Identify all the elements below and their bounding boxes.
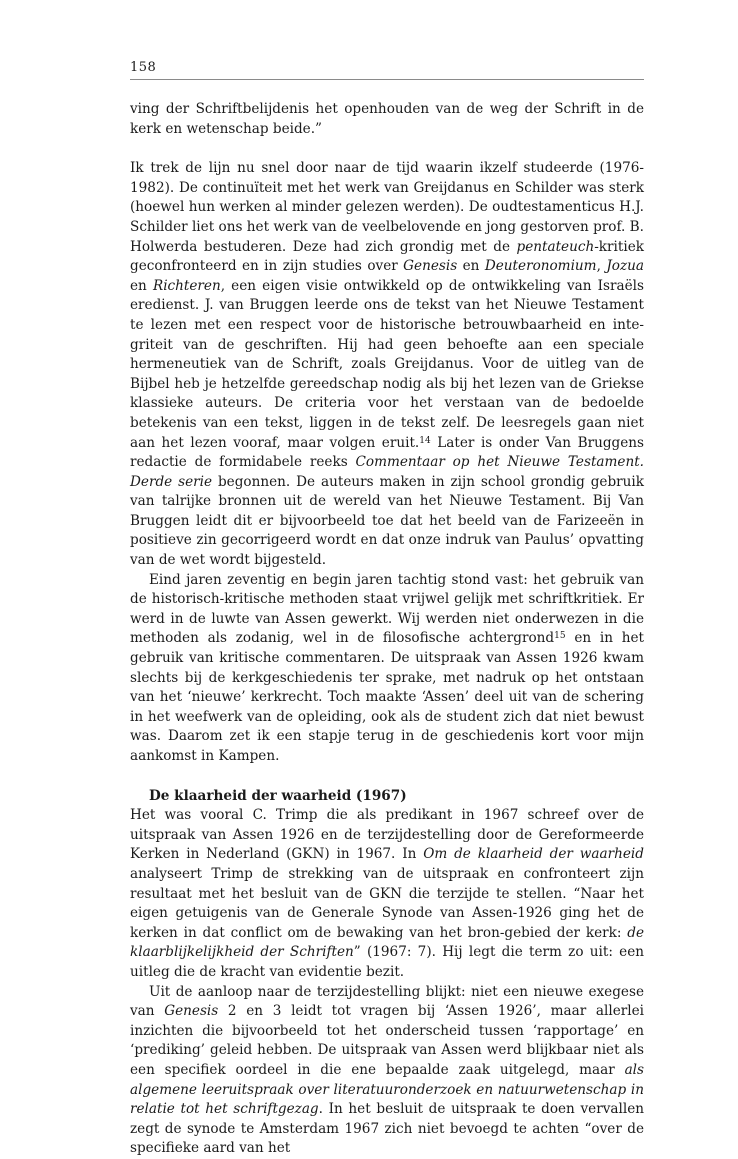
section-heading: De klaarheid der waarheid (1967) [149,787,407,804]
paragraph-continued: ving der Schriftbelijdenis het openhouden van de weg der Schrift in de kerk en wetenschap beide.” [130,101,644,137]
body-text [130,100,644,1159]
header-rule [130,79,644,80]
page-number: 158 [130,60,157,75]
footnote-ref-15[interactable]: 15 [554,631,566,642]
paragraph-eind-jaren-zeventig: Eind jaren zeventig en begin jaren tachtig stond vast: het gebruik van de historisch-kritische methoden staat vrijwel gelijk met schriftkritiek. Er werd in de luwte van Assen gewerkt. Wij werden niet onderwezen in die methoden als zodanig, wel in de filosofische achtergrond$^{15}$ en in het gebruik van kritische commentaren. De uitspraak van Assen 1926 kwam slechts bij de kerkgeschiedenis ter sprake, met nadruk op het ontstaan van het ‘nieuwe’ kerkrecht. Toch maakte ‘Assen’ deel uit van de schering in het weefwerk van de opleiding, ook als de student zich dat niet bewust was. Daarom zet ik een stapje terug in de geschiedenis kort voor mijn aankomst in Kampen. [130,571,644,764]
footnote-ref-14[interactable]: 14 [419,435,431,446]
paragraph-trimp: Het was vooral C. Trimp die als predikant in 1967 schreef over de uitspraak van Assen 1926 en de terzijdestelling door de Gereformeerde Kerken in Nederland (GKN) in 1967. In Om de klaarheid der waarheid analyseert Trimp de strekking van de uitspraak en confronteert zijn resultaat met het besluit van de GKN die terzijde te stellen. “Naar het eigen getuigenis van de Generale Synode van Assen-1926 ging het de kerken in dat conflict om de bewaking van het bron-gebied der kerk: de klaarblijkelijkheid der Schriften” (1967: 7). Hij legt die term zo uit: een uitleg die de kracht van evidentie bezit. [130,807,645,980]
paragraph-studietijd: Ik trek de lijn nu snel door naar de tijd waarin ikzelf studeerde (1976-1982). De continuïteit met het werk van Greijdanus en Schilder was sterk (hoewel hun werken al minder gelezen werden). De oudtestamenticus H.J. Schilder liet ons het werk van de veelbelovende en jong gestorven prof. B. Holwerda bestuderen. Deze had zich grondig met de pentateuch-kritiek geconfronteerd en in zijn studies over Genesis en Deuteronomium, Jozua en Richteren, een eigen visie ontwikkeld op de ontwikkeling van Israëls eredienst. J. van Bruggen leerde ons de tekst van het Nieuwe Testament te lezen met een respect voor de historische betrouwbaarheid en integriteit van de geschriften. Hij had geen behoefte aan een speciale hermeneutiek van de Schrift, zoals Greijdanus. Voor de uitleg van de Bijbel heb je hetzelfde gereedschap nodig als bij het lezen van de Griekse klassieke auteurs. De criteria voor het verstaan van de bedoelde betekenis van een tekst, liggen in de tekst zelf. De leesregels gaan niet aan het lezen vooraf, maar volgen eruit.$^{14}$ Later is onder Van Bruggens redactie de formidabele reeks Commentaar op het Nieuwe Testament. Derde serie begonnen. De auteurs maken in zijn school grondig gebruik van talrijke bronnen uit de wereld van het Nieuwe Testament. Bij Van Bruggen leidt dit er bijvoorbeeld toe dat het beeld van de Farizeeën in positieve zin gecorrigeerd wordt en dat onze indruk van Paulus’ opvatting van de wet wordt bijgesteld. [130,160,645,569]
paragraph-terzijdestelling: Uit de aanloop naar de terzijdestelling blijkt: niet een nieuwe exegese van Genesis 2 en 3 leidt tot vragen bij ‘Assen 1926’, maar allerlei inzichten die bijvoorbeeld tot het onderscheid tussen ‘rapportage’ en ‘prediking’ geleid hebben. De uitspraak van Assen werd blijkbaar niet als een specifiek oordeel in die ene bepaalde zaak uitgelegd, maar als algemene leeruitspraak over literatuuronderzoek en natuurwetenschap in relatie tot het schriftgezag. In het besluit de uitspraak te doen vervallen zegt de synode te Amsterdam 1967 zich niet bevoegd te achten “over de specifieke aard van het [130,983,644,1157]
